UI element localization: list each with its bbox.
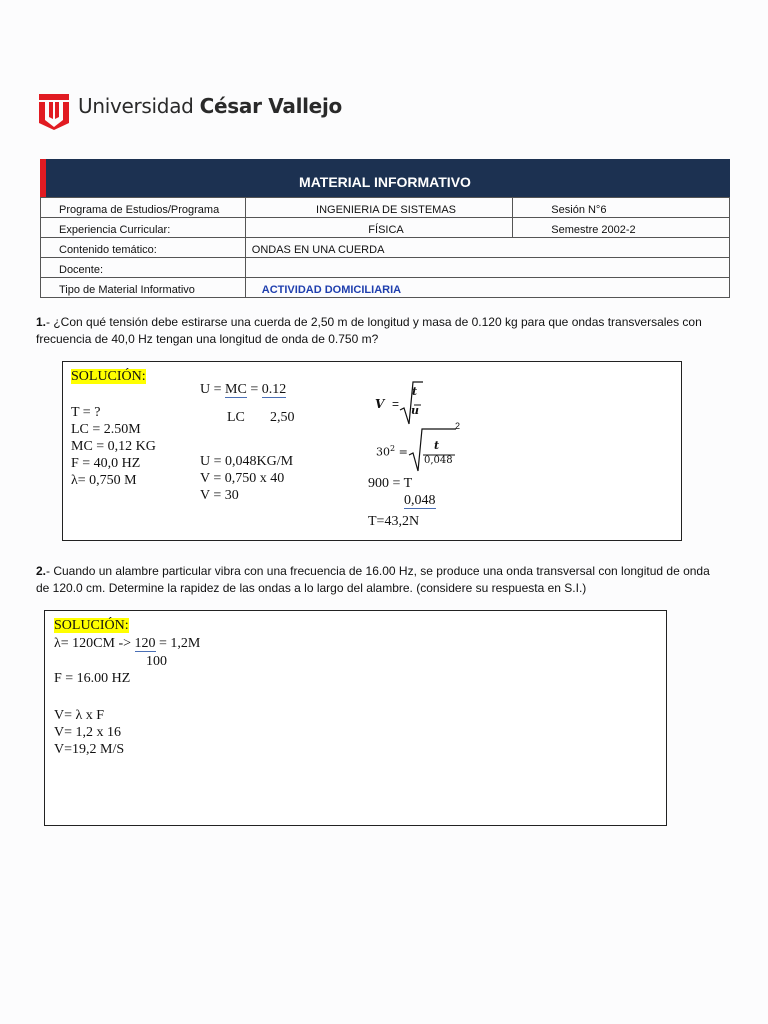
lambda-denominator: 100 — [146, 654, 167, 669]
table-cell: Docente: — [41, 258, 246, 278]
solution-label: SOLUCIÓN: — [54, 618, 129, 633]
university-name: Universidad César Vallejo — [78, 94, 342, 118]
table-cell: Semestre 2002-2 — [513, 218, 730, 238]
denominator-value: 0,048 — [424, 455, 453, 466]
frequency-line: F = 16.00 HZ — [54, 671, 131, 686]
table-row — [41, 198, 730, 218]
lambda-line: λ= 120CM -> 120 = 1,2M — [54, 636, 201, 651]
table-cell: Contenido temático: — [41, 238, 246, 258]
table-row — [41, 238, 730, 258]
table-cell: Sesión N°6 — [513, 198, 730, 218]
solution-label: SOLUCIÓN: — [71, 369, 146, 384]
u-formula: U = MC = 0.12 — [200, 382, 287, 397]
table-cell: ONDAS EN UNA CUERDA — [245, 238, 729, 258]
u-results: U = 0,048KG/M V = 0,750 x 40 V = 30 — [200, 454, 294, 503]
table-cell — [245, 258, 729, 278]
table-cell: Experiencia Curricular: — [41, 218, 246, 238]
result-line-1: 900 = T — [368, 476, 413, 491]
result-line-3: T=43,2N — [368, 514, 420, 529]
sqrt-sign — [399, 380, 423, 426]
table-cell: INGENIERIA DE SISTEMAS — [245, 198, 513, 218]
table-cell: FÍSICA — [245, 218, 513, 238]
u-denominator-2: 2,50 — [270, 410, 295, 425]
question-1: 1.- ¿Con qué tensión debe estirarse una cuerda de 2,50 m de longitud y masa de 0.120 kg para que ondas transversales con frecuencia de 40,0 Hz tengan una longitud de onda de 0.750 m? — [36, 315, 702, 346]
table-row — [41, 278, 730, 298]
velocity-lines: V= λ x F V= 1,2 x 16 V=19,2 M/S — [54, 708, 125, 757]
t-symbol: t — [412, 385, 418, 398]
thirty-squared: $30^2$ = — [376, 444, 408, 459]
result-line-2: 0,048 — [404, 493, 436, 508]
table-cell: Programa de Estudios/Programa — [41, 198, 246, 218]
sqrt-sign-2 — [408, 427, 458, 473]
outer-exponent: 2 — [455, 421, 461, 431]
page-title: MATERIAL INFORMATIVO — [299, 174, 471, 190]
t-symbol-2: t — [434, 439, 440, 452]
question-2: 2.- Cuando un alambre particular vibra con una frecuencia de 16.00 Hz, se produce una onda transversal con longitud de onda de 120.0 cm. Determine la rapidez de las ondas a lo largo del alambre. (considere su respuesta en S.I.) — [36, 564, 710, 595]
table-cell: ACTIVIDAD DOMICILIARIA — [245, 278, 729, 298]
u-symbol: u — [411, 404, 419, 417]
given-values: T = ? LC = 2.50M MC = 0,12 KG F = 40,0 HZ λ= 0,750 M — [71, 405, 156, 488]
solution-box-1 — [62, 361, 682, 541]
equals: = — [392, 397, 400, 411]
u-denominator-1: LC — [227, 410, 245, 425]
solution-box-2 — [44, 610, 667, 826]
table-row — [41, 258, 730, 278]
table-row — [41, 218, 730, 238]
table-cell: Tipo de Material Informativo — [41, 278, 246, 298]
university-logo-icon — [38, 92, 70, 130]
v-symbol: V — [375, 397, 385, 411]
info-table — [40, 197, 730, 298]
